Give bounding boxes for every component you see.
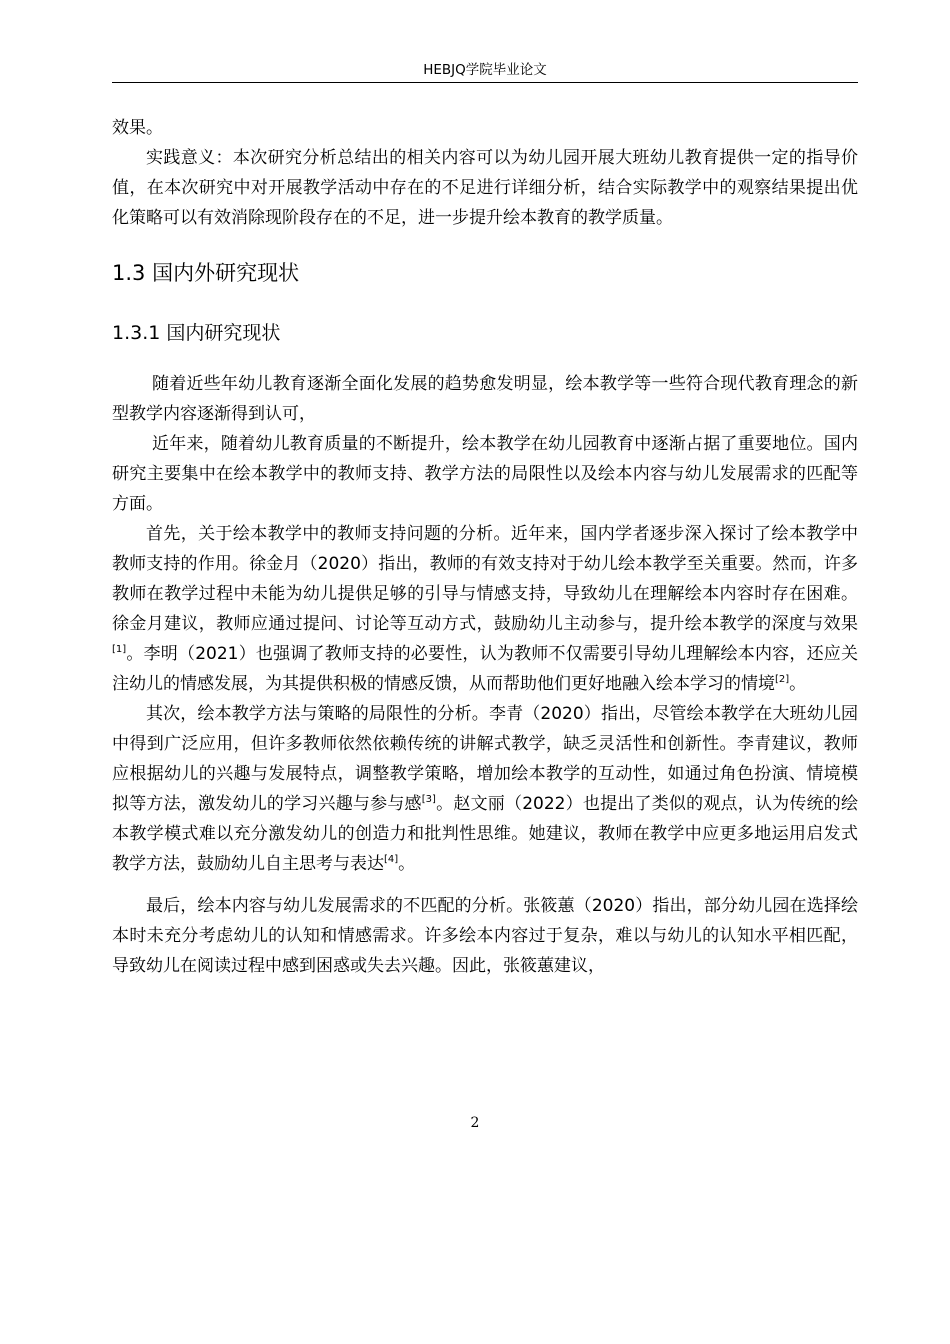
paragraph-text: 。 <box>398 854 416 874</box>
citation-ref[interactable]: [1] <box>112 644 127 655</box>
citation-ref[interactable]: [3] <box>421 794 436 805</box>
paragraph-teaching-methods <box>112 699 858 879</box>
header-title: HEBJQ学院毕业论文 <box>423 62 547 78</box>
section-heading-1-3: 1.3 国内外研究现状 <box>112 261 300 285</box>
paragraph-overview: 近年来，随着幼儿教育质量的不断提升，绘本教学在幼儿园教育中逐渐占据了重要地位。国内研究主要集中在绘本教学中的教师支持、教学方法的局限性以及绘本内容与幼儿发展需求的匹配等方面。 <box>112 434 858 514</box>
paragraph-continuation: 效果。 <box>112 118 163 138</box>
paragraph-practical-significance: 实践意义：本次研究分析总结出的相关内容可以为幼儿园开展大班幼儿教育提供一定的指导价值，在本次研究中对开展教学活动中存在的不足进行详细分析，结合实际教学中的观察结果提出优化策略可以有效消除现阶段存在的不足，进一步提升绘本教育的教学质量。 <box>112 148 858 228</box>
paragraph-text: 。 <box>789 674 807 694</box>
paragraph-intro: 随着近些年幼儿教育逐渐全面化发展的趋势愈发明显，绘本教学等一些符合现代教育理念的新型教学内容逐渐得到认可， <box>112 374 858 424</box>
paragraph-teacher-support <box>112 519 858 699</box>
document-body <box>112 113 858 981</box>
page-header <box>112 60 858 83</box>
paragraph-content-mismatch: 最后，绘本内容与幼儿发展需求的不匹配的分析。张筱蕙（2020）指出，部分幼儿园在选择绘本时未充分考虑幼儿的认知和情感需求。许多绘本内容过于复杂，难以与幼儿的认知水平相匹配，导致幼儿在阅读过程中感到困惑或失去兴趣。因此，张筱蕙建议， <box>112 896 858 976</box>
subsection-heading-1-3-1: 1.3.1 国内研究现状 <box>112 322 281 344</box>
citation-ref[interactable]: [4] <box>384 854 399 865</box>
paragraph-text: 。赵文丽（2022）也提出了类似的观点，认为传统的绘本教学模式难以充分激发幼儿的创造力和批判性思维。她建议，教师在教学中应更多地运用启发式教学方法，鼓励幼儿自主思考与表达 <box>112 794 859 874</box>
paragraph-text: 其次，绘本教学方法与策略的局限性的分析。李青（2020）指出，尽管绘本教学在大班幼儿园中得到广泛应用，但许多教师依然依赖传统的讲解式教学，缺乏灵活性和创新性。李青建议，教师应根据幼儿的兴趣与发展特点，调整教学策略，增加绘本教学的互动性，如通过角色扮演、情境模拟等方法，激发幼儿的学习兴趣与参与感 <box>112 704 858 814</box>
citation-ref[interactable]: [2] <box>775 674 790 685</box>
paragraph-text: 首先，关于绘本教学中的教师支持问题的分析。近年来，国内学者逐步深入探讨了绘本教学中教师支持的作用。徐金月（2020）指出，教师的有效支持对于幼儿绘本教学至关重要。然而，许多教师在教学过程中未能为幼儿提供足够的引导与情感支持，导致幼儿在理解绘本内容时存在困难。徐金月建议，教师应通过提问、讨论等互动方式，鼓励幼儿主动参与，提升绘本教学的深度与效果 <box>112 524 858 634</box>
paragraph-text: 。李明（2021）也强调了教师支持的必要性，认为教师不仅需要引导幼儿理解绘本内容，还应关注幼儿的情感发展，为其提供积极的情感反馈，从而帮助他们更好地融入绘本学习的情境 <box>112 644 858 694</box>
page-number: 2 <box>470 1115 480 1131</box>
